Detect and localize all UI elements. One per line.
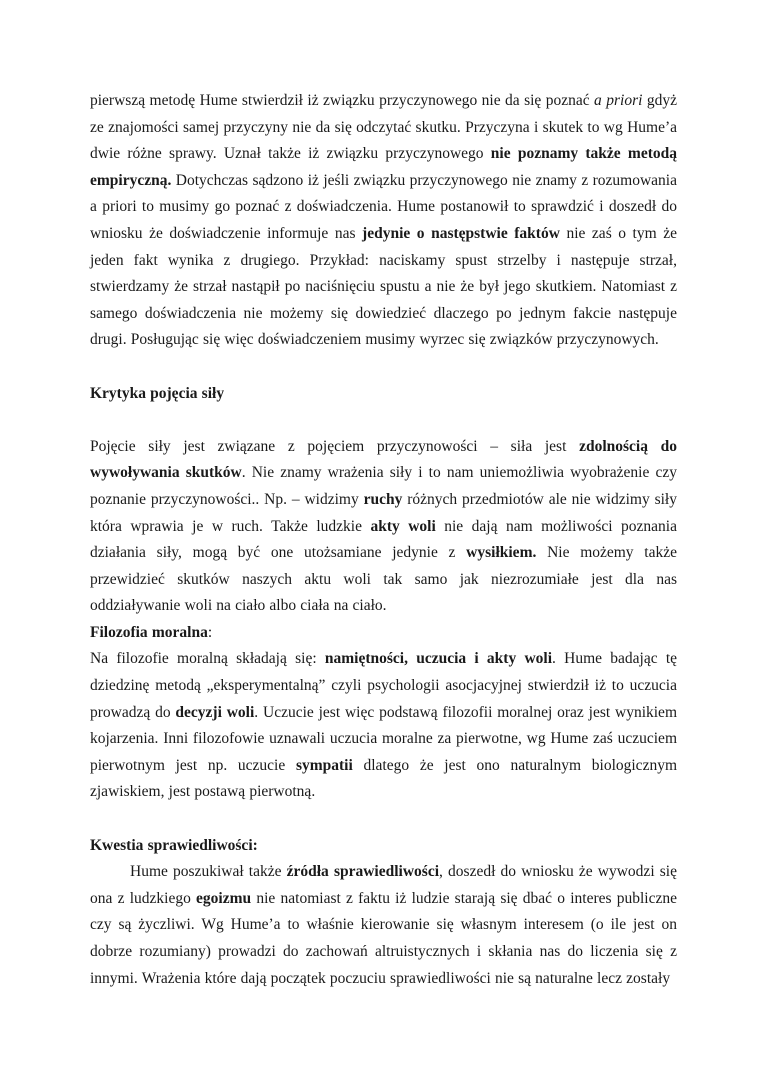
text-run: Na filozofie moralną składają się: bbox=[90, 650, 325, 668]
section-heading bbox=[90, 381, 677, 408]
bold-text-run: nie poznamy także metodą empiryczną. bbox=[90, 145, 677, 189]
blank-line bbox=[90, 806, 677, 833]
text-run: Hume poszukiwał także bbox=[130, 863, 287, 881]
bold-text-run: jedynie o następstwie faktów bbox=[362, 224, 560, 242]
section-heading bbox=[90, 620, 677, 647]
body-paragraph bbox=[90, 434, 677, 620]
bold-text-run: źródła sprawiedliwości bbox=[286, 863, 440, 881]
text-run: Nie możemy także przewidzieć skutków naszych aktu woli tak samo jak niezrozumiałe jest dla nas oddziaływanie woli na ciało albo ciała na ciało. bbox=[90, 544, 677, 615]
bold-text-run: akty woli bbox=[370, 517, 436, 535]
text-run: Pojęcie siły jest związane z pojęciem przyczynowości – siła jest bbox=[90, 437, 580, 455]
blank-line bbox=[90, 354, 677, 381]
text-run: , doszedł do wniosku że wywodzi się ona z ludzkiego bbox=[90, 863, 677, 907]
text-run: nie natomiast z faktu iż ludzie starają się dbać o interes publiczne czy są życzliwi. Wg Hume’a to właśnie kierowanie się własnym interesem (o ile jest on dobrze rozumiany) prowadzi do zachowań altruistycznych i skłania nas do liczenia się z innymi. Wrażenia które dają początek poczuciu sprawiedliwości nie są naturalne lecz zostały bbox=[90, 889, 678, 987]
text-run: pierwszą metodę Hume stwierdził iż związku przyczynowego nie da się poznać bbox=[90, 92, 595, 109]
text-run: . Uczucie jest więc podstawą filozofii moralnej oraz jest wynikiem kojarzenia. Inni filozofowie uznawali uczucia moralne za pierwotne, wg Hume zaś uczuciem pierwotnym jest np. uczucie bbox=[90, 703, 677, 774]
text-run: różnych przedmiotów ale nie widzimy siły która wprawia je w ruch. Także ludzkie bbox=[90, 490, 677, 535]
bold-text-run: decyzji woli bbox=[175, 703, 255, 721]
body-paragraph bbox=[90, 859, 677, 992]
bold-text-run: namiętności, uczucia i akty woli bbox=[324, 650, 553, 668]
text-run: . Nie znamy wrażenia siły i to nam uniemożliwia wyobrażenie czy poznanie przyczynowości.. Np. – widzimy bbox=[90, 464, 677, 508]
italic-text-run: a priori bbox=[594, 92, 643, 109]
bold-text-run: ruchy bbox=[363, 490, 403, 508]
bold-text-run: wysiłkiem. bbox=[466, 544, 537, 562]
bold-text-run: sympatii bbox=[295, 756, 353, 774]
text-run: . Hume badając tę dziedzinę metodą „eksperymentalną” czyli psychologii asocjacyjnej stwierdził iż to uczucia prowadzą do bbox=[90, 650, 678, 721]
section-heading bbox=[90, 833, 677, 860]
bold-text-run: egoizmu bbox=[196, 889, 252, 907]
bold-text-run: Filozofia moralna bbox=[90, 623, 208, 641]
bold-text-run: zdolnością do wywoływania skutków bbox=[90, 437, 677, 482]
bold-text-run: Krytyka pojęcia siły bbox=[90, 384, 225, 402]
bold-text-run: Kwestia sprawiedliwości: bbox=[90, 836, 258, 854]
text-run: Dotychczas sądzono iż jeśli związku przyczynowego nie znamy z rozumowania a priori to musimy go poznać z doświadczenia. Hume postanowił to sprawdzić i doszedł do wniosku że doświadczenie informuje nas bbox=[90, 171, 677, 242]
blank-line bbox=[90, 407, 677, 434]
text-run: gdyż ze znajomości samej przyczyny nie da się odczytać skutku. Przyczyna i skutek to wg Hume’a dwie różne sprawy. Uznał także iż związku przyczynowego bbox=[90, 92, 677, 163]
text-run: nie zaś o tym że jeden fakt wynika z drugiego. Przykład: naciskamy spust strzelby i następuje strzał, stwierdzamy że strzał nastąpił po naciśnięciu spustu a nie że był jego skutkiem. Natomiast z samego doświadczenia nie możemy się dowiedzieć dlaczego po jednym fakcie następuje drugi. Posługując się więc doświadczeniem musimy wyrzec się związków przyczynowych. bbox=[90, 224, 677, 349]
text-run: dlatego że jest ono naturalnym biologicznym zjawiskiem, jest postawą pierwotną. bbox=[90, 756, 678, 801]
text-run: nie dają nam możliwości poznania działania siły, mogą być one utożsamiane jedynie z bbox=[90, 517, 677, 562]
text-run: : bbox=[207, 623, 213, 641]
body-paragraph bbox=[90, 646, 677, 806]
body-paragraph bbox=[90, 88, 677, 354]
